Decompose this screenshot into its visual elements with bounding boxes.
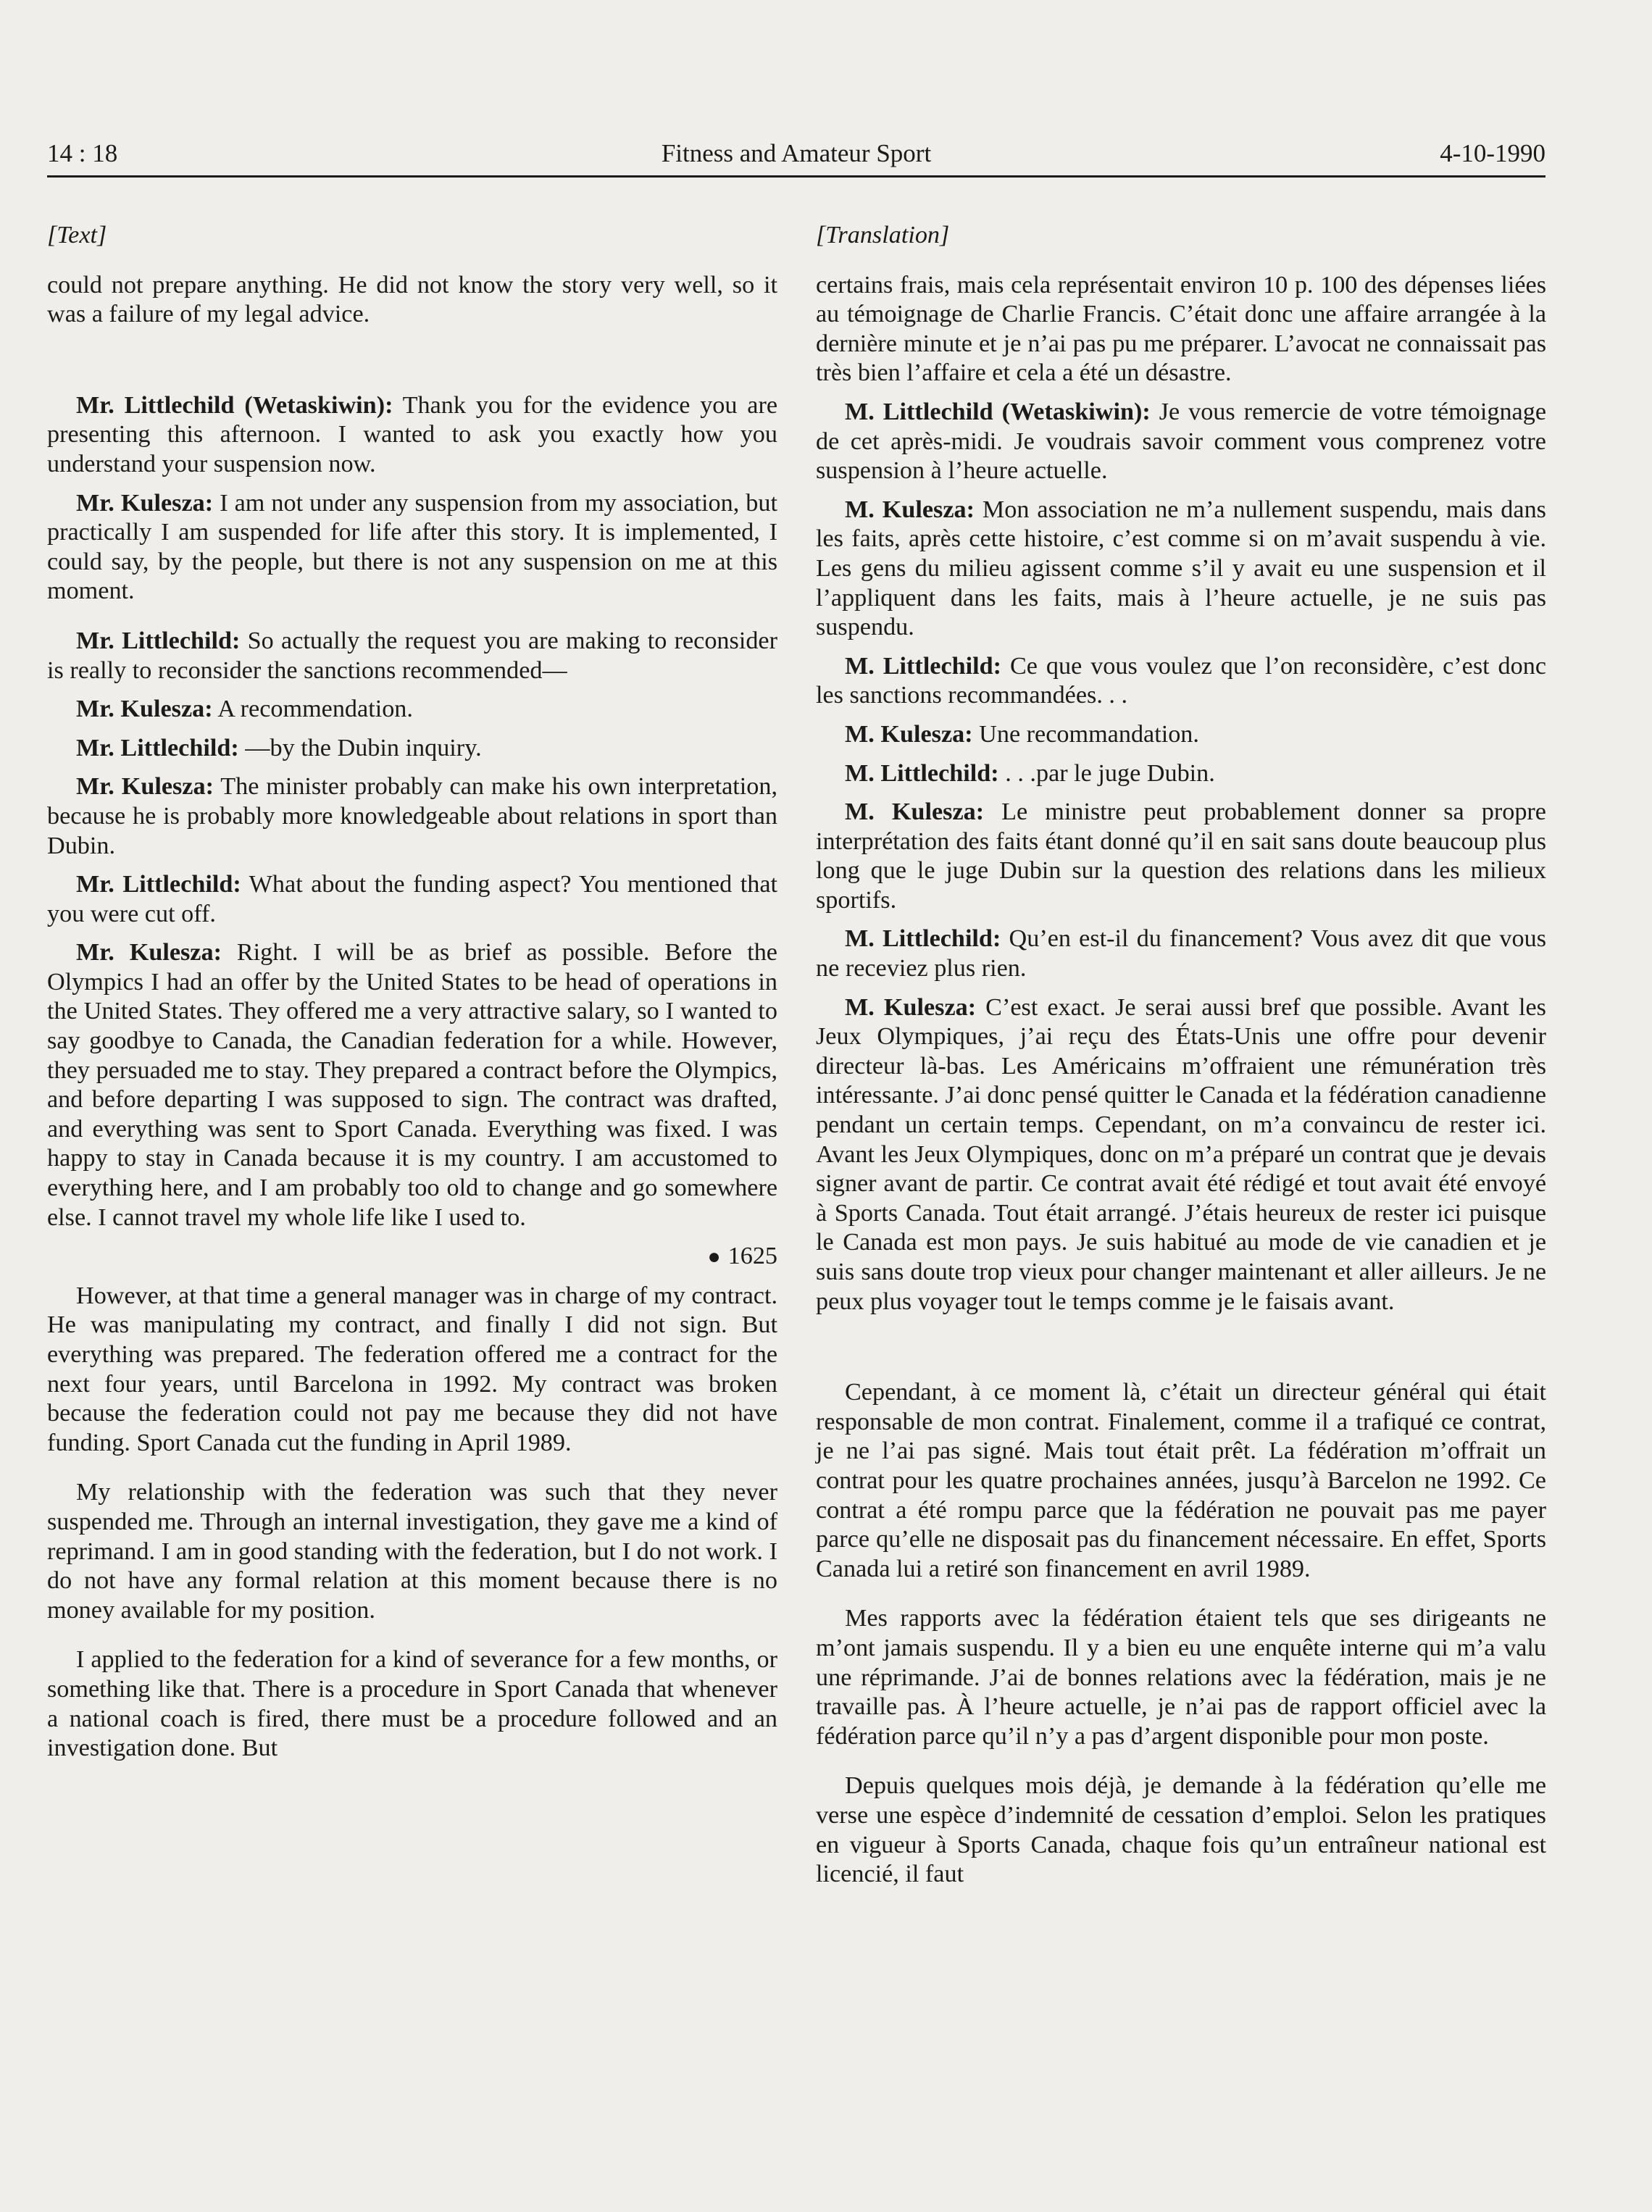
page-header	[47, 139, 1545, 175]
time-marker	[47, 1242, 777, 1272]
speech-text: C’est exact. Je serai aussi bref que possible. Avant les Jeux Olympiques, j’ai reçu des États-Unis une offre pour devenir directeur là-bas. Les Américains m’offraient une rémunération très intéressante. J’ai donc pensé quitter le Canada et la fédération canadienne pendant un certain temps. Cependant, on m’a convaincu de rester ici. Avant les Jeux Olympiques, donc on m’a préparé un contrat que je devais signer avant de partir. Ce contrat avait été rédigé et tout avait été envoyé à Sports Canada. Tout était arrangé. J’étais heureux de rester ici puisque le Canada est mon pays. Je suis habitué au mode de vie canadien et je suis sans doute trop vieux pour changer maintenant et aller ailleurs. Je ne peux plus voyager tout le temps comme je le faisais avant.	[816, 993, 1546, 1315]
bullet-icon: ●	[707, 1245, 721, 1269]
speaker-name: M. Littlechild:	[845, 925, 1001, 953]
paragraph	[47, 695, 777, 725]
paragraph	[816, 925, 1546, 983]
speaker-name: M. Kulesza:	[845, 798, 985, 826]
paragraph: I applied to the federation for a kind of severance for a few months, or something like that. There is a procedure in Sport Canada that whenever a national coach is fired, there must be a procedure followed and an investigation done. But	[47, 1646, 777, 1762]
speaker-name: M. Littlechild:	[845, 652, 1002, 680]
column-label-text: [Text]	[47, 222, 107, 249]
speech-text: Je vous remercie de votre témoignage de cet après-midi. Je voudrais savoir comment vous comprenez votre suspension à l’heure actuelle.	[816, 398, 1546, 485]
paragraph	[47, 627, 777, 685]
speech-text: Right. I will be as brief as possible. Before the Olympics I had an offer by the United States to be head of operations in the United States. They offered me a very attractive salary, so I wanted to say goodbye to Canada, the Canadian federation for a while. However, they persuaded me to stay. They prepared a contract before the Olympics, and before departing I was supposed to sign. The contract was drafted, and everything was sent to Sport Canada. Everything was fixed. I was happy to stay in Canada because it is my country. I am accustomed to everything here, and I am probably too old to change and go somewhere else. I cannot travel my whole life like I used to.	[47, 939, 777, 1231]
paragraph	[816, 993, 1546, 1317]
paragraph	[47, 870, 777, 929]
paragraph	[47, 391, 777, 480]
speaker-name: Mr. Littlechild:	[76, 871, 241, 898]
paragraph: My relationship with the federation was such that they never suspended me. Through an internal investigation, they gave me a kind of reprimand. I am in good standing with the federation, but I do not work. I do not have any formal relation at this moment because there is no money available for my position.	[47, 1479, 777, 1624]
speech-text: Qu’en est-il du financement? Vous avez dit que vous ne receviez plus rien.	[816, 925, 1547, 982]
paragraph: could not prepare anything. He did not know the story very well, so it was a failure of my legal advice.	[47, 271, 777, 328]
speaker-name: Mr. Littlechild (Wetaskiwin):	[76, 391, 393, 419]
speech-text: Thank you for the evidence you are presenting this afternoon. I wanted to ask you exactly how you understand your suspension now.	[47, 391, 777, 477]
paragraph	[816, 398, 1546, 486]
publication-title: Fitness and Amateur Sport	[661, 139, 932, 167]
speech-text: Une recommandation.	[972, 720, 1199, 748]
french-column	[816, 221, 1546, 1899]
speech-text: A recommendation.	[212, 696, 413, 723]
speaker-name: Mr. Kulesza:	[76, 939, 222, 967]
paragraph: However, at that time a general manager was in charge of my contract. He was manipulating my contract, and finally I did not sign. But everything was prepared. The federation offered me a contract for the next four years, until Barcelona in 1992. My contract was broken because the federation could not pay me because they did not have funding. Sport Canada cut the funding in April 1989.	[47, 1282, 777, 1456]
paragraph	[816, 720, 1546, 750]
paragraph: certains frais, mais cela représentait environ 10 p. 100 des dépenses liées au témoignage de Charlie Francis. C’était donc une affaire arrangée à la dernière minute et je n’ai pas pu me préparer. L’avocat ne connaissait pas très bien l’affaire et cela a été un désastre.	[816, 271, 1546, 387]
speech-text: So actually the request you are making to reconsider is really to reconsider the sanctions recommended—	[47, 627, 777, 684]
paragraph	[816, 652, 1546, 711]
paragraph	[47, 772, 777, 861]
speaker-name: Mr. Kulesza:	[76, 773, 214, 801]
paragraph	[816, 496, 1546, 643]
english-column	[47, 221, 777, 1773]
paragraph	[47, 489, 777, 606]
speech-text: Mon association ne m’a nullement suspendu, mais dans les faits, après cette histoire, c’est comme si on m’avait suspendu à vie. Les gens du milieu agissent comme s’il y avait eu une suspension et il l’appliquent dans les faits, mais à l’heure actuelle, je ne suis pas suspendu.	[816, 496, 1546, 641]
column-label-translation: [Translation]	[816, 222, 950, 249]
speech-text: Ce que vous voulez que l’on reconsidère, c’est donc les sanctions recommandées. . .	[816, 652, 1547, 709]
speaker-name: M. Littlechild (Wetaskiwin):	[845, 398, 1151, 425]
speaker-name: M. Kulesza:	[845, 720, 973, 748]
speaker-name: M. Littlechild:	[845, 759, 999, 787]
speech-text: —by the Dubin inquiry.	[238, 734, 482, 761]
speaker-name: Mr. Littlechild:	[76, 734, 239, 761]
speaker-name: M. Kulesza:	[845, 993, 977, 1021]
paragraph: Depuis quelques mois déjà, je demande à la fédération qu’elle me verse une espèce d’indemnité de cessation d’emploi. Selon les pratiques en vigueur à Sports Canada, chaque fois qu’un entraîneur national est licencié, il faut	[816, 1772, 1546, 1888]
paragraph: Mes rapports avec la fédération étaient tels que ses dirigeants ne m’ont jamais suspendu. Il y a bien eu une enquête interne qui m’a valu une réprimande. J’ai de bonnes relations avec la fédération, mais je ne travaille pas. À l’heure actuelle, je n’ai pas de rapport officiel avec la fédération parce qu’il n’y a pas d’argent disponible pour mon poste.	[816, 1605, 1546, 1750]
speaker-name: Mr. Littlechild:	[76, 627, 241, 654]
page-date: 4-10-1990	[1440, 139, 1545, 167]
speech-text: Le ministre peut probablement donner sa propre interprétation des faits étant donné qu’il en sait sans doute beaucoup plus long que le juge Dubin sur la question des relations dans les milieux sportifs.	[816, 798, 1546, 914]
speaker-name: M. Kulesza:	[845, 496, 975, 523]
page-number: 14 : 18	[47, 139, 118, 167]
speech-text: The minister probably can make his own interpretation, because he is probably more knowledgeable about relations in sport than Dubin.	[47, 773, 777, 859]
header-rule	[47, 175, 1545, 178]
speech-text: . . .par le juge Dubin.	[998, 759, 1215, 787]
speech-text: I am not under any suspension from my association, but practically I am suspended for life after this story. It is implemented, I could say, by the people, but there is not any suspension on me at this moment.	[47, 489, 777, 605]
paragraph	[47, 938, 777, 1232]
paragraph	[47, 734, 777, 764]
speaker-name: Mr. Kulesza:	[76, 489, 214, 517]
paragraph: Cependant, à ce moment là, c’était un directeur général qui était responsable de mon contrat. Finalement, comme il a trafiqué ce contrat, je ne l’ai pas signé. Mais tout était prêt. La fédération m’offrait un contrat pour les quatre prochaines années, jusqu’à Barcelon ne 1992. Ce contrat a été rompu parce que la fédération ne pouvait pas me payer parce qu’elle ne disposait pas du financement nécessaire. En effet, Sports Canada lui a retiré son financement en avril 1989.	[816, 1379, 1546, 1582]
time-marker-text: 1625	[727, 1243, 777, 1270]
paragraph	[816, 798, 1546, 915]
speech-text: What about the funding aspect? You mentioned that you were cut off.	[47, 871, 777, 927]
paragraph	[816, 759, 1546, 789]
speaker-name: Mr. Kulesza:	[76, 696, 213, 723]
